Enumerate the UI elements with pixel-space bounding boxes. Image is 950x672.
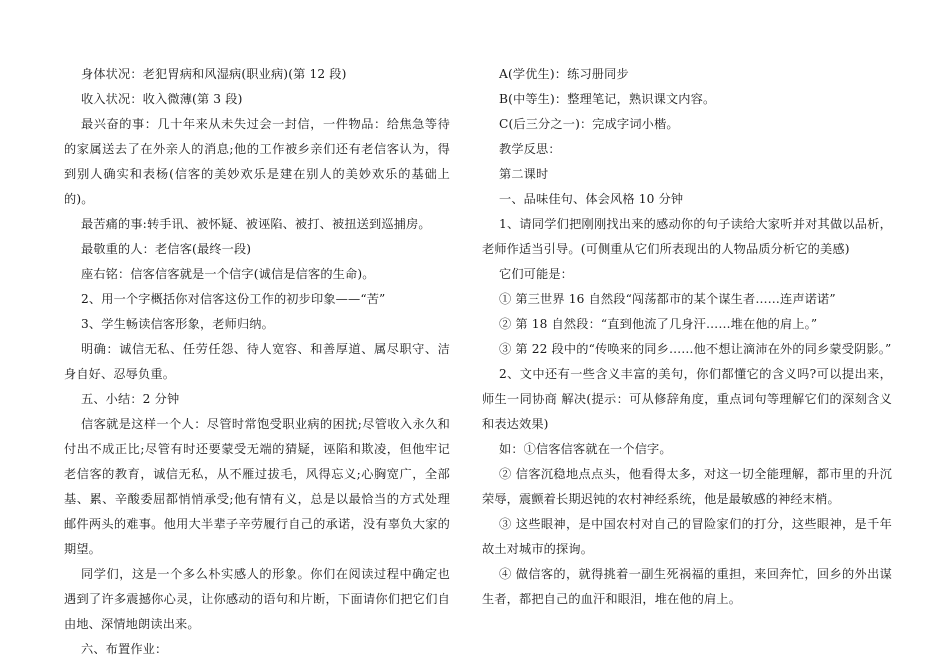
heading-reflection: 教学反思： [499, 142, 561, 156]
example-1: 如：①信客信客就在一个信字。 [499, 442, 672, 456]
heading-second-lesson: 第二课时 [499, 167, 549, 181]
example-4: ④ 做信客的，就得挑着一副生死祸福的重担，来回奔忙，回乡的外出谋生者，都把自己的血汗和眼泪，堆在他的肩上。 [482, 567, 892, 606]
homework-a: A(学优生)：练习册同步 [499, 67, 629, 81]
paragraph-students: 同学们，这是一个多么朴实感人的形象。你们在阅读过程中确定也遇到了许多震撼你心灵，让你感动的语句和片断，下面请你们把它们自由地、深情地朗读出来。 [64, 567, 450, 631]
paragraph-most-exciting: 最兴奋的事：几十年来从未失过会一封信，一件物品：给焦急等待的家属送去了在外亲人的消息;他的工作被乡亲们还有老信客认为，得到别人确实和表杨(信客的美妙欢乐是建在别人的美妙欢乐的基础上的)。 [64, 117, 450, 206]
paragraph-summary: 信客就是这样一个人：尽管时常饱受职业病的困扰;尽管收入永久和付出不成正比;尽管有时还要蒙受无端的猜疑，诬陷和欺凌，但他牢记老信客的教育，诚信无私，从不雁过拔毛，风得忘义;心胸宽广，全部基、累、辛酸委屈都悄悄承受;他有情有义，总是以最恰当的方式处理邮件两头的难事。他用大半辈子辛劳履行自己的承诺，没有辜负大家的期望。 [64, 417, 450, 556]
example-2: ② 信客沉稳地点点头，他看得太多，对这一切全能理解，都市里的升沉荣辱，震颤着长期迟钝的农村神经系统，他是最敏感的神经末梢。 [482, 467, 892, 506]
quote-2: ② 第 18 自然段：“直到他流了几身汗……堆在他的肩上。” [499, 317, 818, 331]
paragraph-step-3: 3、学生畅读信客形象，老师归纳。 [81, 317, 274, 331]
paragraph-income: 收入状况：收入微薄(第 3 段) [81, 92, 243, 106]
paragraph-step-1: 1、请同学们把刚刚找出来的感动你的句子读给大家听并对其做以品析，老师作适当引导。(可侧重从它们所表现出的人物品质分析它的美感) [482, 217, 892, 256]
paragraph-health: 身体状况：老犯胃病和风湿病(职业病)(第 12 段) [81, 67, 347, 81]
right-column [482, 62, 892, 612]
paragraph-possible: 它们可能是： [499, 267, 574, 281]
quote-3: ③ 第 22 段中的“传唤来的同乡……他不想让滴沛在外的同乡蒙受阴影。” [499, 342, 892, 356]
heading-summary: 五、小结：2 分钟 [81, 392, 180, 406]
quote-1: ① 第三世界 16 自然段“闯荡都市的某个谋生者……连声诺诺” [499, 292, 836, 306]
paragraph-impression: 2、用一个字概括你对信客这份工作的初步印象——“苦” [81, 292, 386, 306]
left-column [64, 62, 450, 662]
heading-homework: 六、布置作业： [81, 642, 168, 656]
homework-c: C(后三分之一)：完成字词小楷。 [499, 117, 679, 131]
paragraph-motto: 座右铭：信客信客就是一个信字(诚信是信客的生命)。 [81, 267, 375, 281]
paragraph-most-respected: 最敬重的人：老信客(最终一段) [81, 242, 252, 256]
paragraph-clarify: 明确：诚信无私、任劳任怨、待人宽容、和善厚道、属尽职守、洁身自好、忍辱负重。 [64, 342, 450, 381]
paragraph-most-painful: 最苦痛的事:转手讯、被怀疑、被诬陷、被打、被扭送到巡捕房。 [81, 217, 431, 231]
paragraph-step-2: 2、文中还有一些含义丰富的美句，你们都懂它的含义吗?可以提出来，师生一同协商 解决(提示：可从修辞角度，重点词句等理解它们的深刻含义和表达效果) [482, 367, 892, 431]
homework-b: B(中等生)：整理笔记，熟识课文内容。 [499, 92, 716, 106]
example-3: ③ 这些眼神，是中国农村对自己的冒险家们的打分，这些眼神，是千年故土对城市的探询。 [482, 517, 892, 556]
heading-savor-sentences: 一、品味佳句、体会风格 10 分钟 [499, 192, 684, 206]
